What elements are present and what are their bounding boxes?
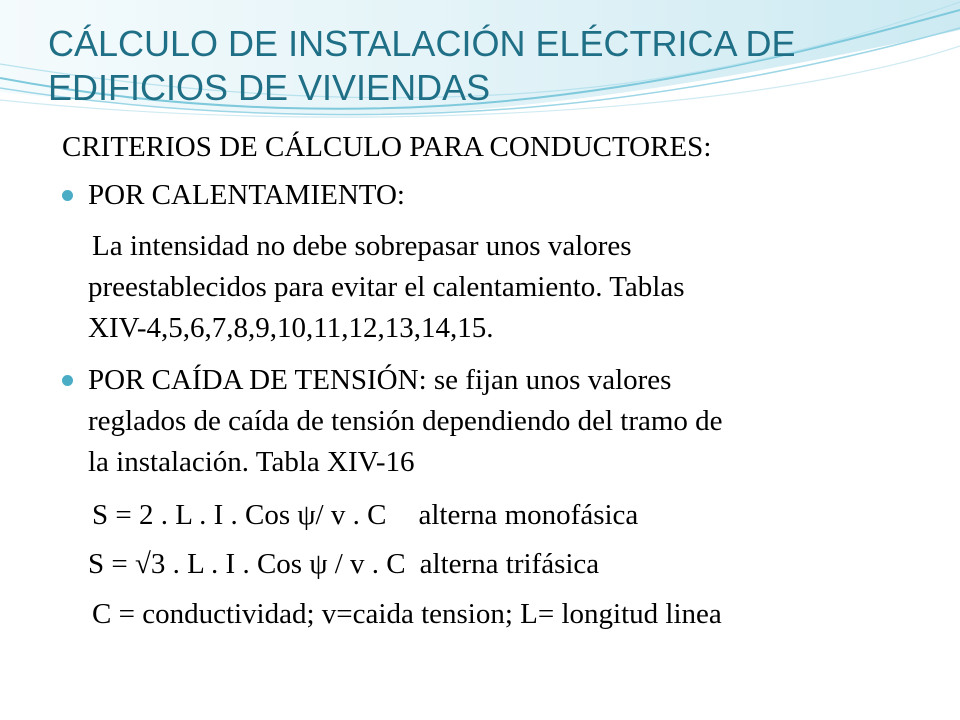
formula-monofasica-expr: S = 2 . L . I . Cos ψ/ v . C <box>92 499 387 531</box>
calentamiento-text-line-1: La intensidad no debe sobrepasar unos valores <box>92 230 632 262</box>
caida-tension-line-2: reglados de caída de tensión dependiendo del tramo de <box>88 405 723 437</box>
bullet-marker <box>62 190 73 201</box>
bullet-marker <box>62 375 73 386</box>
formula-trifasica-expr: S = √3 . L . I . Cos ψ / v . C <box>88 548 406 580</box>
bullet-calentamiento-label: POR CALENTAMIENTO: <box>88 179 405 211</box>
title-line-1: CÁLCULO DE INSTALACIÓN ELÉCTRICA DE <box>48 23 796 64</box>
caida-tension-line-3: la instalación. Tabla XIV-16 <box>88 446 415 478</box>
variables-legend: C = conductividad; v=caida tension; L= longitud linea <box>92 598 722 630</box>
formula-trifasica-note: alterna trifásica <box>419 548 600 580</box>
caida-tension-line-1: POR CAÍDA DE TENSIÓN: se fijan unos valores <box>88 364 672 396</box>
criteria-heading: CRITERIOS DE CÁLCULO PARA CONDUCTORES: <box>62 131 712 163</box>
calentamiento-text-line-3: XIV-4,5,6,7,8,9,10,11,12,13,14,15. <box>88 312 494 344</box>
formula-monofasica <box>92 498 638 532</box>
calentamiento-text-line-2: preestablecidos para evitar el calentamiento. Tablas <box>88 271 685 303</box>
title-line-2: EDIFICIOS DE VIVIENDAS <box>48 67 491 108</box>
formula-monofasica-note: alterna monofásica <box>418 499 639 531</box>
formula-trifasica <box>88 547 599 581</box>
